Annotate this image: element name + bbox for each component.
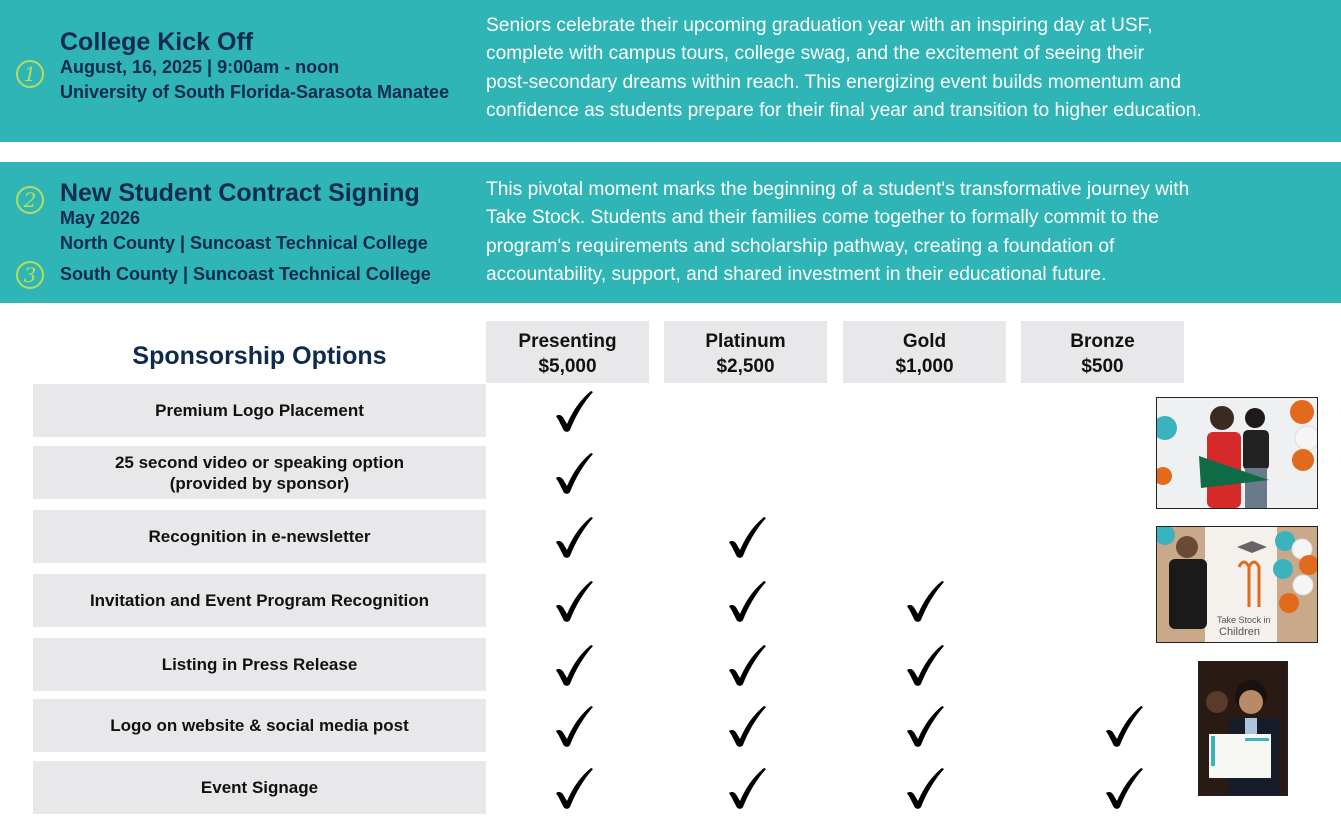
benefit-label — [33, 638, 486, 691]
tier-header-presenting — [486, 321, 649, 383]
photo-student-take-stock-banner — [1156, 526, 1318, 643]
sponsorship-title: Sponsorship Options — [132, 342, 387, 370]
benefit-label — [33, 761, 486, 814]
benefit-label-text: Invitation and Event Program Recognition — [89, 591, 430, 610]
checkmark-icon — [727, 516, 767, 558]
event-location-north: North County | Suncoast Technical College — [60, 233, 428, 253]
description-line: accountability, support, and shared investment in their educational future. — [486, 263, 1107, 285]
benefit-label — [33, 574, 486, 627]
number-2-badge: 2 — [16, 186, 44, 214]
event-location-south: South County | Suncoast Technical College — [60, 264, 431, 284]
tier-header-bronze — [1021, 321, 1184, 383]
benefit-label — [33, 699, 486, 752]
benefit-label-text: 25 second video or speaking option (provided by sponsor) — [114, 452, 405, 493]
benefit-label — [33, 384, 486, 437]
description-line: confidence as students prepare for their final year and transition to higher education. — [486, 99, 1202, 121]
tier-price: $5,000 — [538, 356, 597, 377]
checkmark-icon — [554, 580, 594, 622]
tier-header-platinum — [664, 321, 827, 383]
description-line: program's requirements and scholarship pathway, creating a foundation of — [486, 235, 1115, 257]
event-description — [486, 176, 1189, 289]
tier-name: Platinum — [705, 331, 786, 352]
benefit-label — [33, 510, 486, 563]
svg-text:Children: Children — [1219, 626, 1260, 638]
event-title: New Student Contract Signing — [60, 179, 420, 207]
checkmark-icon — [554, 767, 594, 809]
checkmark-icon — [554, 644, 594, 686]
event-location: University of South Florida-Sarasota Manatee — [60, 82, 450, 102]
photo-students-with-pennant — [1156, 397, 1318, 509]
tier-name: Bronze — [1070, 331, 1135, 352]
number-1-badge: 1 — [16, 60, 44, 88]
checkmark-icon — [905, 767, 945, 809]
checkmark-icon — [1104, 767, 1144, 809]
event-title: College Kick Off — [60, 28, 254, 56]
checkmark-icon — [727, 644, 767, 686]
tier-price: $1,000 — [895, 356, 954, 377]
checkmark-icon — [905, 580, 945, 622]
tier-price: $500 — [1081, 356, 1124, 377]
description-line: complete with campus tours, college swag, and the excitement of seeing their — [486, 43, 1145, 65]
description-line: This pivotal moment marks the beginning of a student's transformative journey with — [486, 179, 1190, 200]
photo-student-with-certificate — [1198, 661, 1288, 796]
description-line: Seniors celebrate their upcoming graduation year with an inspiring day at USF, — [486, 15, 1153, 36]
tier-name: Gold — [902, 331, 947, 352]
photo-certificate-image — [1199, 662, 1287, 795]
checkmark-icon — [727, 705, 767, 747]
checkmark-icon — [554, 390, 594, 432]
checkmark-icon — [554, 705, 594, 747]
checkmark-icon — [905, 644, 945, 686]
checkmark-icon — [727, 580, 767, 622]
checkmark-icon — [554, 452, 594, 494]
event-banner-college-kick-off — [0, 0, 1341, 142]
benefit-label-text: Recognition in e-newsletter — [148, 527, 371, 546]
benefit-label-text: Premium Logo Placement — [155, 401, 364, 420]
photo-pennant-image — [1157, 398, 1317, 508]
description-line: post-secondary dreams within reach. This energizing event builds momentum and — [486, 71, 1182, 93]
checkmark-icon — [905, 705, 945, 747]
checkmark-icon — [1104, 705, 1144, 747]
checkmark-icon — [727, 767, 767, 809]
benefit-label-text: Logo on website & social media post — [110, 716, 409, 735]
benefit-label-text: Event Signage — [200, 778, 319, 797]
tier-name: Presenting — [518, 331, 617, 352]
checkmark-icon — [554, 516, 594, 558]
event-date: August, 16, 2025 | 9:00am - noon — [60, 57, 340, 77]
take-stock-logo-text: Take Stock in — [1217, 615, 1271, 625]
event-description — [486, 12, 1202, 125]
tier-header-gold — [843, 321, 1006, 383]
benefit-label-text: Listing in Press Release — [161, 655, 358, 674]
description-line: Take Stock. Students and their families come together to formally commit to the — [486, 207, 1159, 229]
number-3-badge: 3 — [16, 261, 44, 289]
event-date: May 2026 — [60, 208, 141, 228]
benefit-label — [33, 446, 486, 499]
photo-banner-image — [1157, 527, 1317, 642]
event-banner-contract-signing — [0, 162, 1341, 303]
tier-price: $2,500 — [716, 356, 775, 377]
